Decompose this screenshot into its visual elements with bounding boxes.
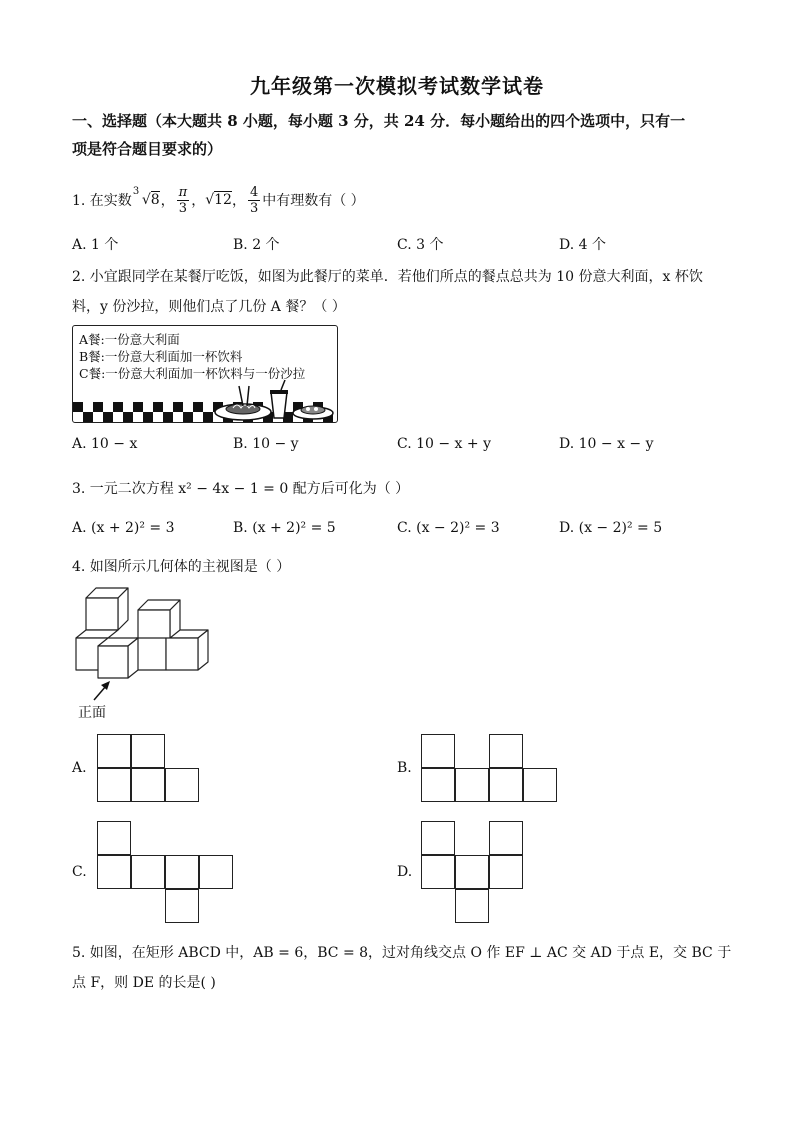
cube-root-8 (132, 186, 160, 208)
salad-plate-icon (293, 406, 333, 419)
grid-square (97, 821, 131, 855)
q4-option-d-label: D. (397, 864, 413, 880)
page-title: 九年级第一次模拟考试数学试卷 (250, 74, 544, 98)
fraction-denominator: 3 (177, 200, 190, 216)
q1-option-c: C. 3 个 (397, 237, 444, 253)
menu-item-a: A餐:一份意大利面 (79, 332, 180, 347)
q2-option-c: C. 10 − x + y (397, 436, 491, 452)
radical-sign: √ (141, 192, 151, 208)
grid-square (421, 734, 455, 768)
fraction-pi-over-3 (177, 185, 190, 216)
q1-option-a: A. 1 个 (72, 237, 119, 253)
menu-item-b: B餐:一份意大利面加一杯饮料 (79, 349, 243, 364)
grid-square (97, 855, 131, 889)
q4-option-c-label: C. (72, 864, 87, 880)
q2-option-b: B. 10 − y (233, 436, 299, 452)
grid-square (131, 855, 165, 889)
grid-square (489, 855, 523, 889)
grid-square (489, 821, 523, 855)
cube-solid-figure (74, 586, 214, 706)
section-heading-line2: 项是符合题目要求的） (72, 140, 223, 158)
q2-option-a: A. 10 − x (72, 436, 138, 452)
fraction-4-over-3 (248, 185, 260, 216)
comma: ， (160, 193, 175, 209)
section-heading-line1: 一、选择题（本大题共 8 小题，每小题 3 分，共 24 分．每小题给出的四个选项中，只有一 (72, 112, 686, 130)
q3-option-d: D. (x − 2)² = 5 (559, 520, 663, 536)
grid-square (455, 889, 489, 923)
q1-option-d: D. 4 个 (559, 237, 606, 253)
grid-square (489, 768, 523, 802)
comma: ， (231, 193, 246, 209)
comma: ， (191, 193, 206, 209)
question-3-stem: 3. 一元二次方程 x² − 4x − 1 = 0 配方后可化为（ ） (72, 481, 410, 497)
food-illustration (213, 380, 337, 422)
question-5-line2: 点 F，则 DE 的长是( ) (72, 975, 216, 991)
front-view-label: 正面 (78, 705, 106, 721)
grid-square (455, 768, 489, 802)
q1-option-b: B. 2 个 (233, 237, 280, 253)
question-2-line1: 2. 小宜跟同学在某餐厅吃饭，如图为此餐厅的菜单．若他们所点的餐点总共为 10 份意大利面，x 杯饮 (72, 269, 703, 285)
grid-square (131, 768, 165, 802)
spaghetti-plate-icon (215, 386, 271, 420)
q3-option-c: C. (x − 2)² = 3 (397, 520, 500, 536)
question-2-line2: 料，y 份沙拉，则他们点了几份 A 餐？（ ） (72, 299, 346, 315)
sqrt-12 (205, 192, 232, 208)
grid-square (97, 734, 131, 768)
grid-square (489, 734, 523, 768)
grid-square (97, 768, 131, 802)
fraction-numerator: π (178, 184, 188, 200)
grid-square (199, 855, 233, 889)
q4-option-b-label: B. (397, 760, 412, 776)
grid-square (165, 889, 199, 923)
radical-sign: √ (205, 192, 215, 208)
grid-square (523, 768, 557, 802)
menu-item-c: C餐:一份意大利面加一杯饮料与一份沙拉 (79, 366, 306, 381)
grid-square (455, 855, 489, 889)
grid-square (421, 768, 455, 802)
q1-prefix: 1. 在实数 (72, 193, 132, 209)
cube-root-index: 3 (132, 186, 140, 197)
grid-square (421, 821, 455, 855)
grid-square (165, 768, 199, 802)
question-4-stem: 4. 如图所示几何体的主视图是（ ） (72, 559, 291, 575)
question-1-stem (72, 178, 365, 222)
q4-option-a-label: A. (72, 760, 87, 776)
grid-square (421, 855, 455, 889)
question-5-line1: 5. 如图，在矩形 ABCD 中，AB = 6，BC = 8，过对角线交点 O 作 EF ⊥ AC 交 AD 于点 E，交 BC 于 (72, 945, 732, 961)
drink-cup-icon (270, 380, 288, 418)
grid-square (131, 734, 165, 768)
fraction-denominator: 3 (249, 200, 259, 216)
cube-root-radicand: 8 (150, 192, 160, 208)
q3-option-b: B. (x + 2)² = 5 (233, 520, 336, 536)
q1-suffix: 中有理数有（ ） (262, 193, 365, 209)
front-arrow-icon (94, 681, 110, 700)
fraction-numerator: 4 (249, 184, 259, 200)
restaurant-menu-card (72, 325, 338, 423)
q2-option-d: D. 10 − x − y (559, 436, 654, 452)
q3-option-a: A. (x + 2)² = 3 (72, 520, 175, 536)
grid-square (165, 855, 199, 889)
sqrt-radicand: 12 (214, 192, 232, 208)
